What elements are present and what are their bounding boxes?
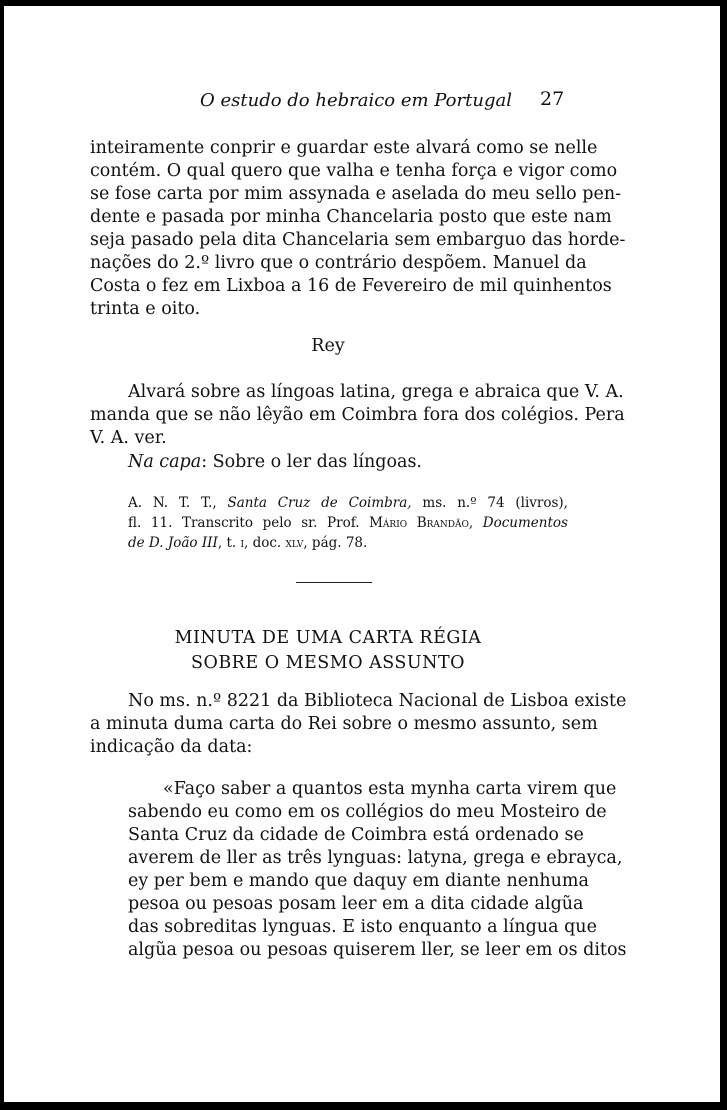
text-line: trinta e oito. [90,299,201,319]
text-line: se fose carta por mim assynada e aselada do meu sello pen- [90,184,622,204]
signature: Rey [311,336,345,356]
endorsement-line: Alvará sobre as língoas latina, grega e abraica que V. A. [128,382,624,402]
note-text: ms. n.º 74 (livros), [411,495,568,511]
section-divider [296,582,372,583]
cover-text: : Sobre o ler das língoas. [201,452,422,472]
source-note-line [128,513,568,533]
quote-line: pesoa ou pesoas posam leer em a dita cidade algũa [128,894,584,914]
note-text: fl. 11. Transcrito pelo sr. Prof. [128,515,370,531]
quote-line: Santa Cruz da cidade de Coimbra está ordenado se [128,825,584,845]
text-line: Costa o fez em Lixboa a 16 de Fevereiro de mil quinhentos [90,276,612,296]
source-note-line [128,533,568,553]
quote-line: das sobreditas lynguas. E isto enquanto a língua que [128,917,597,937]
note-title: de D. João III [128,535,218,551]
cover-note [128,451,568,474]
note-text: A. N. T. T., [128,495,228,511]
cover-label: Na capa [128,452,202,472]
text-line: a minuta duma carta do Rei sobre o mesmo assunto, sem [90,714,598,734]
text-line: dente e pasada por minha Chancelaria posto que este nam [90,207,612,227]
text-line: No ms. n.º 8221 da Biblioteca Nacional de Lisboa existe [128,691,627,711]
quote-line: averem de ller as três lynguas: latyna, grega e ebrayca, [128,848,623,868]
text-line: seja pasado pela dita Chancelaria sem embarguo das horde- [90,230,626,250]
running-title: O estudo do hebraico em Portugal [200,90,512,111]
endorsement-line: manda que se não lêyão em Coimbra fora dos colégios. Pera [90,405,625,425]
quote-line: «Faço saber a quantos esta mynha carta virem que [163,779,617,799]
section-heading: SOBRE O MESMO ASSUNTO [190,653,466,673]
note-text: , doc. [244,535,286,551]
note-text: , t. [217,535,241,551]
note-text: , pág. 78. [303,535,368,551]
quote-line: ey per bem e mando que daquy em diante nenhuma [128,871,589,891]
note-title: Santa Cruz de Coimbra, [227,495,412,511]
note-text: , [468,515,483,531]
note-volume: i [240,535,245,551]
text-line: contém. O qual quero que valha e tenha força e vigor como [90,161,618,181]
quote-line: sabendo eu como em os collégios do meu Mosteiro de [128,802,607,822]
note-doc: xlv [285,535,304,551]
endorsement-line: V. A. ver. [90,428,167,448]
text-line: inteiramente conprir e guardar este alvará como se nelle [90,138,598,158]
page-number: 27 [540,88,565,110]
source-note-line [128,493,568,513]
text-line: indicação da data: [90,737,253,757]
text-line: nações do 2.º livro que o contrário despõem. Manuel da [90,253,587,273]
quote-line: algũa pesoa ou pesoas quiserem ller, se leer em os ditos [128,940,627,960]
note-author: Mário Brandão [369,515,469,531]
note-title: Documentos [482,515,568,531]
section-heading: MINUTA DE UMA CARTA RÉGIA [174,628,482,648]
